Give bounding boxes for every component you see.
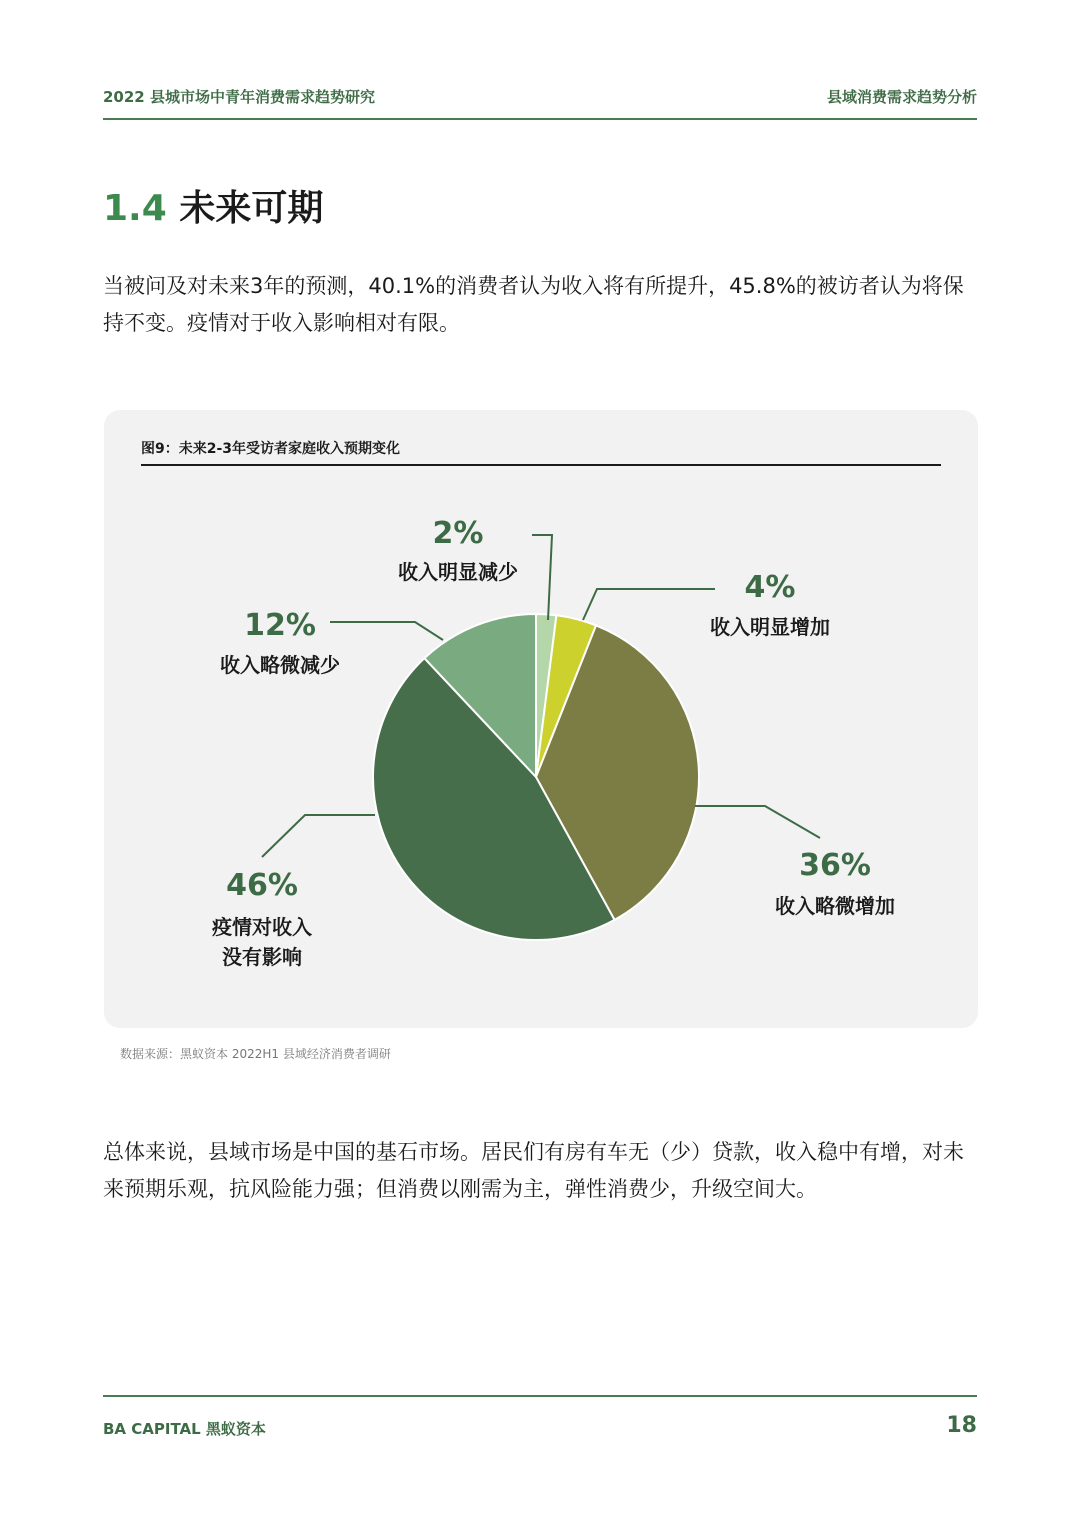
leader-line bbox=[583, 589, 715, 620]
slice-category-label: 收入明显增加 bbox=[710, 615, 830, 639]
slice-category-label: 收入明显减少 bbox=[398, 560, 518, 584]
slice-category-label: 疫情对收入 bbox=[212, 915, 312, 939]
slice-value-label: 46% bbox=[226, 868, 298, 903]
slice-category-label: 收入略微增加 bbox=[775, 894, 895, 918]
header-section-title: 县域消费需求趋势分析 bbox=[826, 88, 977, 106]
footer-brand: BA CAPITAL 黑蚁资本 bbox=[103, 1420, 266, 1438]
intro-paragraph: 当被问及对未来3年的预测，40.1%的消费者认为收入将有所提升，45.8%的被访者认为将保持不变。疫情对于收入影响相对有限。 bbox=[103, 274, 964, 335]
footer-divider bbox=[103, 1395, 977, 1397]
conclusion-paragraph: 总体来说，县域市场是中国的基石市场。居民们有房有车无（少）贷款，收入稳中有增，对未来预期乐观，抗风险能力强；但消费以刚需为主，弹性消费少，升级空间大。 bbox=[103, 1140, 964, 1201]
slice-value-label: 2% bbox=[432, 516, 484, 551]
section-title: 未来可期 bbox=[179, 188, 324, 229]
slice-category-label: 没有影响 bbox=[222, 945, 302, 969]
slice-category-label: 收入略微减少 bbox=[220, 653, 340, 677]
page-number: 18 bbox=[946, 1413, 977, 1438]
leader-line bbox=[330, 622, 443, 640]
chart-source: 数据来源：黑蚁资本 2022H1 县域经济消费者调研 bbox=[120, 1047, 391, 1061]
header-report-title: 2022 县城市场中青年消费需求趋势研究 bbox=[103, 88, 375, 106]
leader-line bbox=[532, 535, 552, 620]
leader-line bbox=[695, 806, 820, 838]
slice-value-label: 4% bbox=[744, 570, 796, 605]
slice-value-label: 12% bbox=[244, 608, 316, 643]
leader-line bbox=[262, 815, 375, 857]
chart-title: 图9：未来2-3年受访者家庭收入预期变化 bbox=[141, 441, 401, 457]
section-number: 1.4 bbox=[103, 188, 167, 229]
slice-value-label: 36% bbox=[799, 848, 871, 883]
